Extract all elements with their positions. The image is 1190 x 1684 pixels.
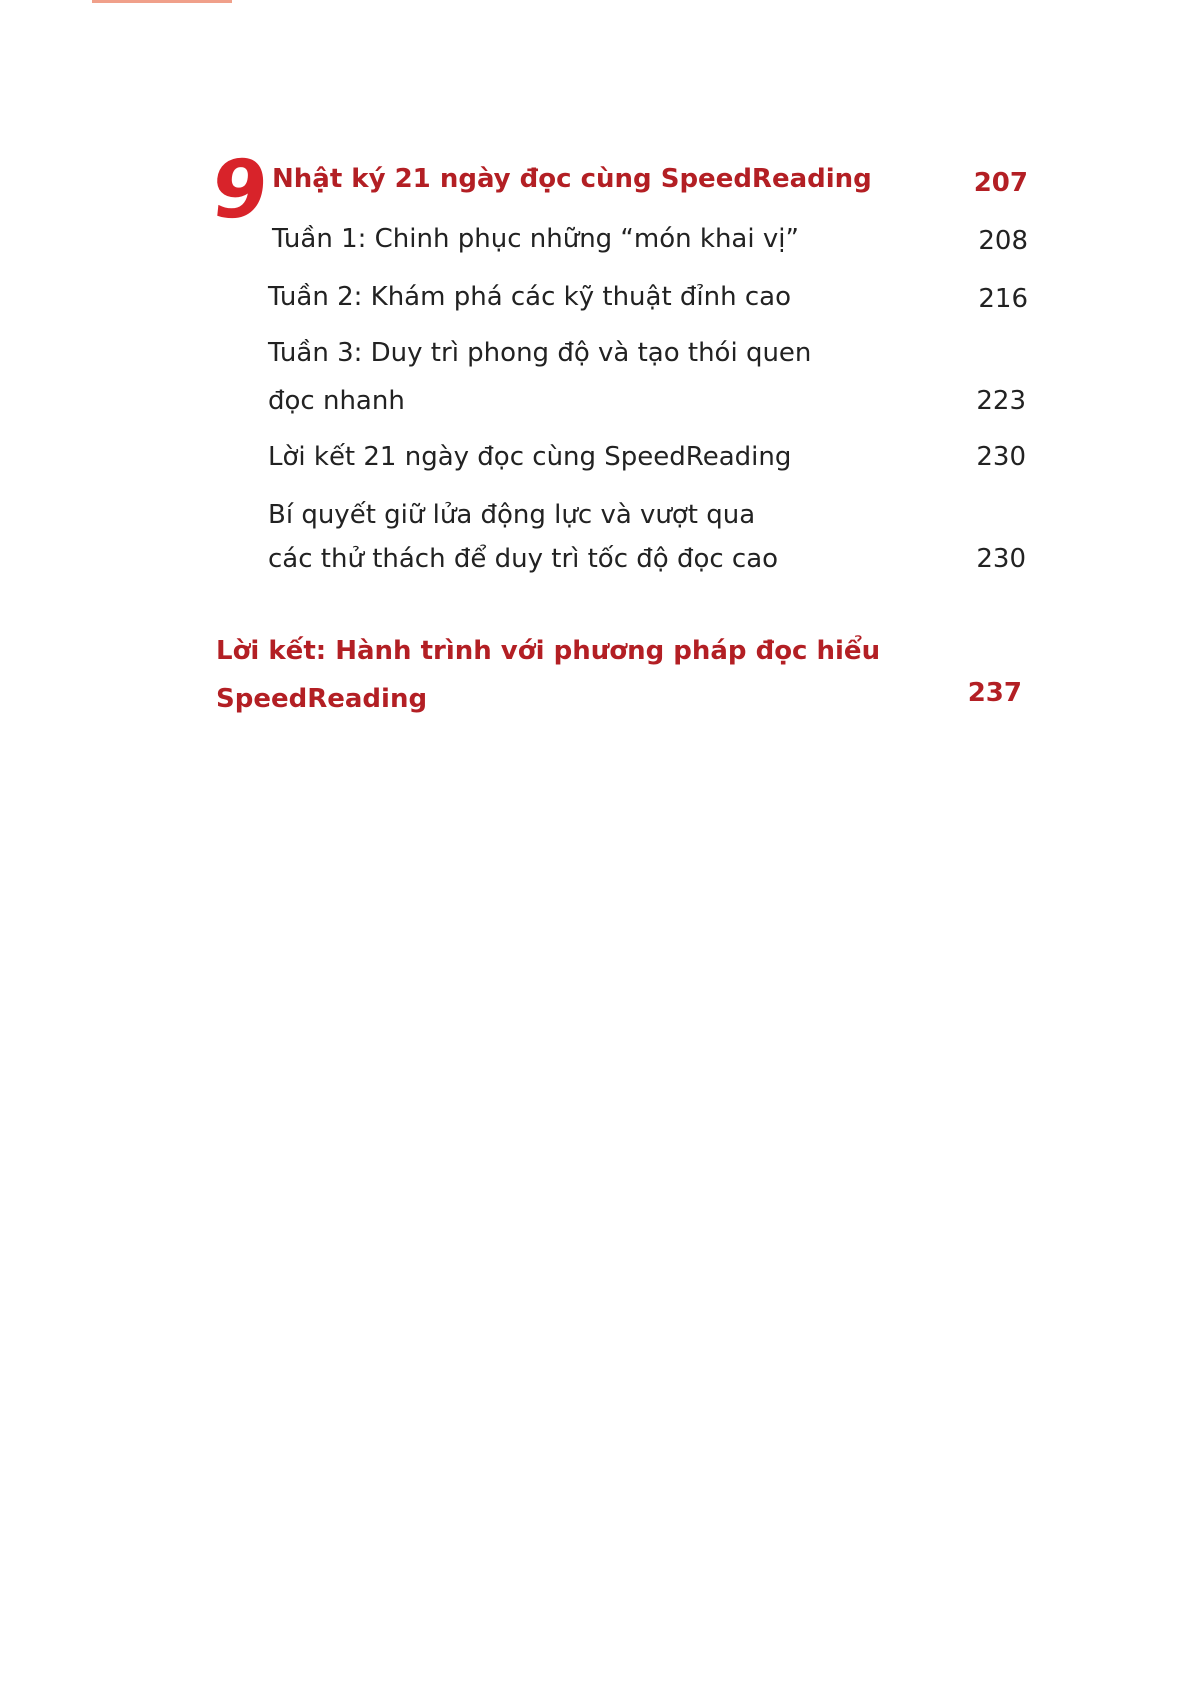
chapter-title: Nhật ký 21 ngày đọc cùng SpeedReading (272, 164, 872, 194)
toc-entry-week-1: Tuần 1: Chinh phục những “món khai vị” (272, 224, 799, 254)
toc-entry-week-3-line-1: Tuần 3: Duy trì phong độ và tạo thói quen (268, 338, 812, 368)
toc-entry-tips-page: 230 (976, 544, 1026, 574)
toc-entry-conclusion: Lời kết 21 ngày đọc cùng SpeedReading (268, 442, 792, 472)
closing-title-line-2: SpeedReading (216, 684, 428, 714)
chapter-page-number: 207 (973, 168, 1028, 198)
page-edge-accent (92, 0, 232, 3)
toc-entry-week-3-line-2: đọc nhanh (268, 386, 405, 416)
chapter-number: 9 (207, 143, 273, 236)
closing-page-number: 237 (967, 678, 1022, 708)
toc-entry-tips-line-2: các thử thách để duy trì tốc độ đọc cao (268, 544, 779, 574)
closing-title-line-1: Lời kết: Hành trình với phương pháp đọc hiểu (216, 636, 881, 666)
toc-entry-week-3-page: 223 (976, 386, 1026, 416)
toc-entry-week-2-page: 216 (978, 284, 1028, 314)
toc-entry-week-1-page: 208 (978, 226, 1028, 256)
toc-entry-week-2: Tuần 2: Khám phá các kỹ thuật đỉnh cao (268, 282, 792, 312)
toc-entry-conclusion-page: 230 (976, 442, 1026, 472)
toc-entry-tips-line-1: Bí quyết giữ lửa động lực và vượt qua (268, 500, 756, 530)
